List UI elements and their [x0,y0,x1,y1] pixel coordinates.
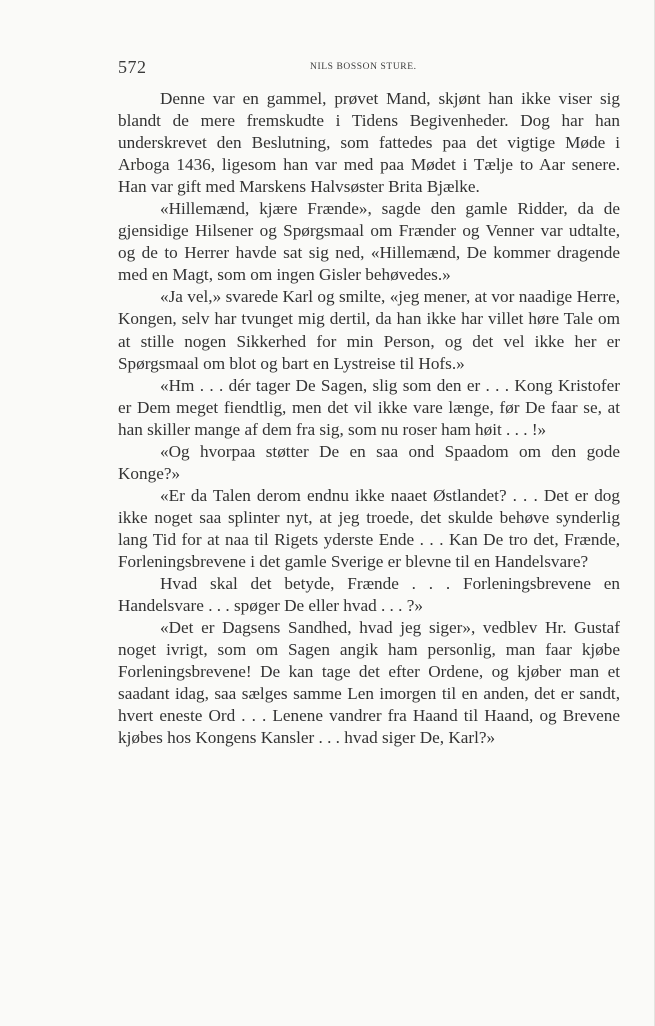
page-number: 572 [118,57,147,77]
body-text [118,88,620,749]
paragraph: «Det er Dagsens Sandhed, hvad jeg siger», vedblev Hr. Gustaf noget ivrigt, som om Sagen angik ham personlig, man faar kjøbe Forleningsbrevene! De kan tage det efter Ordene, og kjøber man et saadant idag, saa sælges samme Len imorgen til en anden, det er sandt, hvert eneste Ord . . . Lenene vandrer fra Haand til Haand, og Brevene kjøbes hos Kongens Kansler . . . hvad siger De, Karl?» [118,618,620,748]
paragraph: «Hillemænd, kjære Frænde», sagde den gamle Ridder, da de gjensidige Hilsener og Spørgsmaal om Frænder og Venner var udtalte, og de to Herrer havde sat sig ned, «Hillemænd, De kommer dragende med en Magt, som om ingen Gisler behøvedes.» [118,199,620,285]
page-header [118,57,620,79]
paragraph: Denne var en gammel, prøvet Mand, skjønt han ikke viser sig blandt de mere fremskudte i Tidens Begivenheder. Dog har han underskrevet den Beslutning, som fattedes paa det vigtige Møde i Arboga 1436, ligesom han var med paa Mødet i Tælje to Aar senere. Han var gift med Marskens Halvsøster Brita Bjælke. [118,89,620,197]
paragraph: «Ja vel,» svarede Karl og smilte, «jeg mener, at vor naadige Herre, Kongen, selv har tvunget mig dertil, da han ikke har villet høre Tale om at stille nogen Sikkerhed for min Person, og det vel ikke her er Spørgsmaal om blot og bart en Lystreise til Hofs.» [118,287,620,373]
paragraph: «Og hvorpaa støtter De en saa ond Spaadom om den gode Konge?» [118,441,620,483]
running-title: NILS BOSSON STURE. [310,62,417,72]
paragraph: Hvad skal det betyde, Frænde . . . Forleningsbrevene en Handelsvare . . . spøger De eller hvad . . . ?» [118,574,620,616]
paragraph: «Hm . . . dér tager De Sagen, slig som den er . . . Kong Kristofer er Dem meget fiendtlig, men det vil ikke vare længe, før De faar se, at han skiller mange af dem fra sig, som nu roser ham høit . . . !» [118,375,620,439]
paragraph: «Er da Talen derom endnu ikke naaet Østlandet? . . . Det er dog ikke noget saa splinter nyt, at jeg troede, det skulde behøve synderlig lang Tid for at naa til Rigets yderste Ende . . . Kan De tro det, Frænde, Forleningsbrevene i det gamle Sverige er blevne til en Handelsvare? [118,485,620,571]
